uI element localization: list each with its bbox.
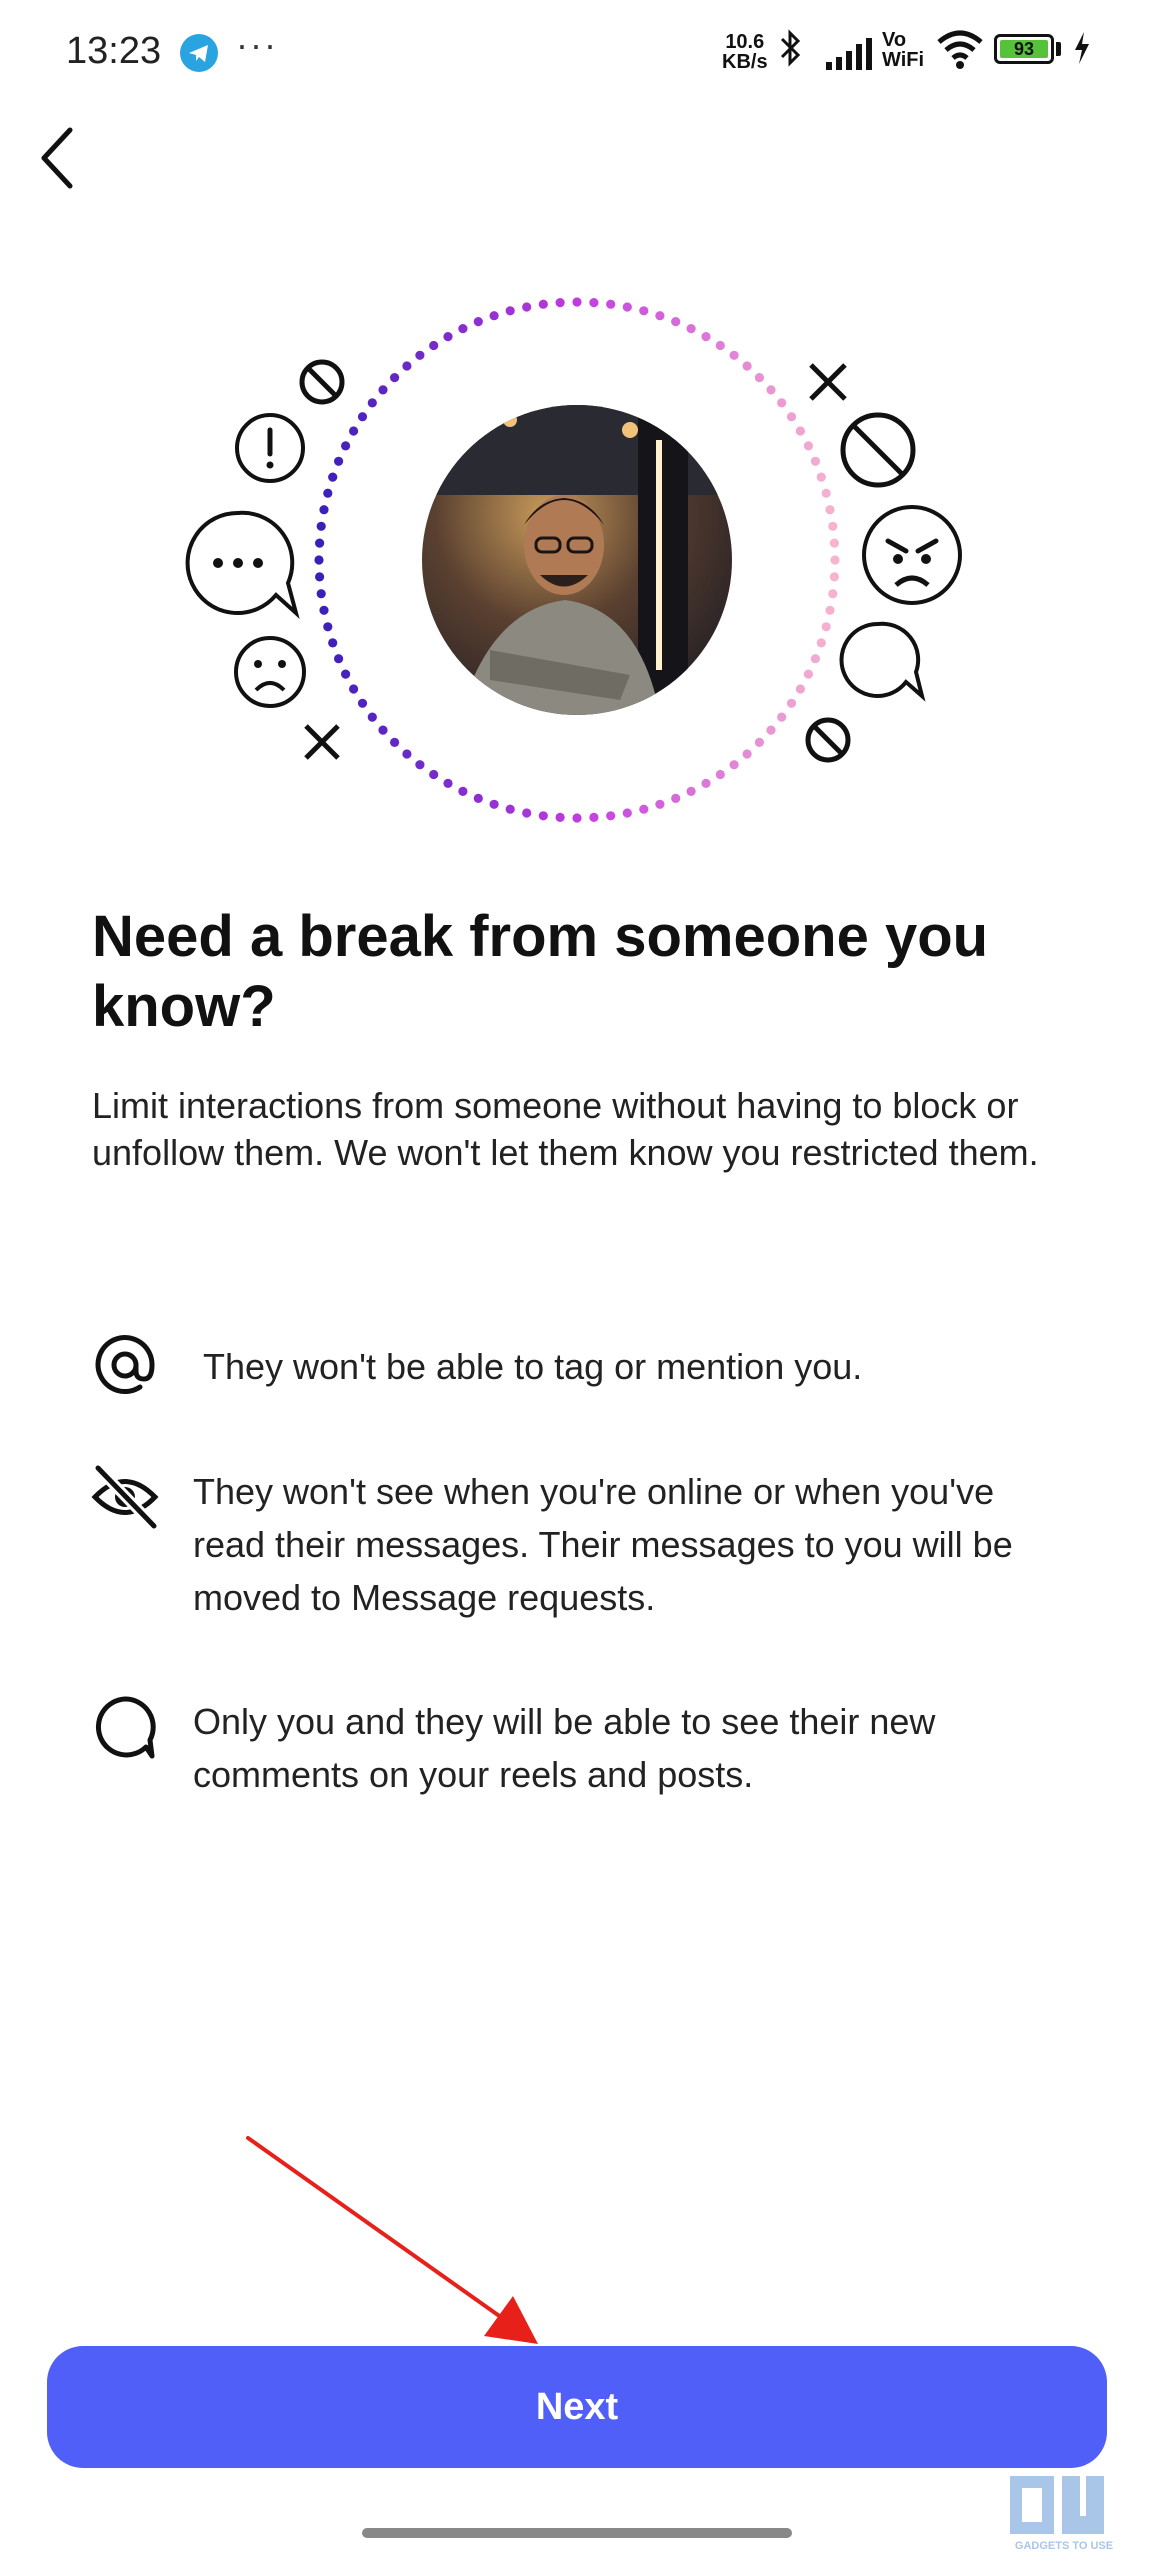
chevron-left-icon	[30, 118, 90, 198]
ring-dot	[349, 426, 358, 435]
ring-dot	[743, 361, 752, 370]
ring-dot	[490, 800, 499, 809]
ring-dot	[390, 738, 399, 747]
next-button[interactable]: Next	[47, 2346, 1107, 2468]
chat-bubble-icon	[842, 624, 922, 696]
ring-dot	[811, 457, 820, 466]
ring-dot	[755, 373, 764, 382]
ring-dot	[314, 555, 323, 564]
ring-dot	[402, 749, 411, 758]
restrict-illustration	[160, 280, 980, 840]
ring-dot	[368, 398, 377, 407]
ring-dot	[358, 699, 367, 708]
telegram-icon	[180, 34, 218, 72]
ring-dot	[429, 770, 438, 779]
ring-dot	[623, 302, 632, 311]
ring-dot	[390, 373, 399, 382]
ring-dot	[458, 787, 467, 796]
ring-dot	[716, 770, 725, 779]
charging-icon	[1072, 30, 1092, 74]
ring-dot	[804, 441, 813, 450]
ring-dot	[804, 670, 813, 679]
ring-dot	[317, 522, 326, 531]
ring-dot	[787, 699, 796, 708]
ring-dot	[328, 638, 337, 647]
ring-dot	[358, 412, 367, 421]
ring-dot	[639, 805, 648, 814]
more-dots-icon: ···	[236, 24, 278, 65]
ring-dot	[415, 351, 424, 360]
ring-dot	[368, 713, 377, 722]
battery-icon	[994, 34, 1054, 64]
ring-dot	[730, 351, 739, 360]
close-icon	[306, 726, 338, 758]
ring-dot	[825, 606, 834, 615]
status-time: 13:23	[66, 30, 162, 72]
ring-dot	[828, 589, 837, 598]
wifi-icon	[935, 28, 985, 75]
ring-dot	[319, 606, 328, 615]
close-icon	[811, 365, 845, 399]
ring-dot	[766, 726, 775, 735]
ring-dot	[328, 473, 337, 482]
ring-dot	[822, 622, 831, 631]
back-button[interactable]	[30, 118, 90, 198]
ring-dot	[556, 813, 565, 822]
ring-dot	[743, 749, 752, 758]
ring-dot	[474, 794, 483, 803]
ring-dot	[341, 670, 350, 679]
network-speed: 10.6 KB/s	[722, 31, 768, 73]
alert-icon	[237, 415, 303, 481]
ring-dot	[522, 808, 531, 817]
watermark-text: GADGETS TO USE	[1014, 2540, 1114, 2552]
ring-dot	[830, 539, 839, 548]
vowifi-indicator: Vo WiFi	[882, 29, 925, 71]
feature-text: They won't see when you're online or when you've read their messages. Their messages to you will be moved to Message requests.	[193, 1471, 1013, 1618]
ring-dot	[796, 426, 805, 435]
ring-dot	[671, 317, 680, 326]
signal-icon	[826, 34, 874, 70]
bluetooth-icon	[776, 28, 806, 77]
ring-dot	[817, 638, 826, 647]
ring-dot	[506, 805, 515, 814]
at-sign-icon	[90, 1330, 160, 1400]
ring-dot	[623, 808, 632, 817]
ring-dot	[755, 738, 764, 747]
ring-dot	[539, 300, 548, 309]
battery-level: 93	[1013, 39, 1035, 59]
ring-dot	[415, 760, 424, 769]
avatar	[422, 405, 732, 715]
ring-dot	[490, 311, 499, 320]
page-title: Need a break from someone you know?	[92, 904, 989, 1039]
eye-off-icon	[90, 1462, 160, 1532]
block-icon	[808, 720, 848, 760]
ring-dot	[323, 489, 332, 498]
ring-dot	[796, 684, 805, 693]
ring-dot	[334, 654, 343, 663]
ring-dot	[830, 555, 839, 564]
ring-dot	[572, 297, 581, 306]
ring-dot	[317, 589, 326, 598]
ring-dot	[319, 505, 328, 514]
battery-tip	[1056, 42, 1061, 56]
ring-dot	[766, 385, 775, 394]
ring-dot	[378, 385, 387, 394]
ring-dot	[315, 572, 324, 581]
ring-dot	[639, 306, 648, 315]
angry-face-icon	[864, 507, 960, 603]
feature-text: They won't be able to tag or mention you.	[203, 1346, 863, 1387]
ring-dot	[787, 412, 796, 421]
ring-dot	[556, 298, 565, 307]
ring-dot	[458, 324, 467, 333]
block-icon	[302, 362, 342, 402]
ring-dot	[687, 787, 696, 796]
ring-dot	[828, 522, 837, 531]
feature-text: Only you and they will be able to see their new comments on your reels and posts.	[193, 1701, 936, 1795]
ring-dot	[522, 302, 531, 311]
comment-icon	[90, 1692, 160, 1762]
ring-dot	[443, 332, 452, 341]
ring-dot	[825, 505, 834, 514]
ring-dot	[402, 361, 411, 370]
ring-dot	[378, 726, 387, 735]
ring-dot	[572, 813, 581, 822]
ring-dot	[606, 811, 615, 820]
ring-dot	[606, 300, 615, 309]
ring-dot	[315, 539, 324, 548]
ring-dot	[830, 572, 839, 581]
ring-dot	[506, 306, 515, 315]
ring-dot	[429, 341, 438, 350]
ring-dot	[687, 324, 696, 333]
block-icon	[843, 415, 913, 485]
ring-dot	[443, 779, 452, 788]
page-description: Limit interactions from someone without having to block or unfollow them. We won't let them know you restricted them.	[92, 1085, 1039, 1173]
ring-dot	[701, 332, 710, 341]
ring-dot	[589, 298, 598, 307]
ring-dot	[341, 441, 350, 450]
ring-dot	[539, 811, 548, 820]
ring-dot	[334, 457, 343, 466]
sad-face-icon	[236, 638, 304, 706]
ring-dot	[655, 311, 664, 320]
ring-dot	[716, 341, 725, 350]
ring-dot	[822, 489, 831, 498]
ring-dot	[777, 398, 786, 407]
ring-dot	[349, 684, 358, 693]
ring-dot	[589, 813, 598, 822]
ring-dot	[671, 794, 680, 803]
chat-bubble-icon	[188, 513, 296, 613]
home-indicator	[362, 2528, 792, 2538]
watermark-logo	[1004, 2470, 1124, 2560]
ring-dot	[655, 800, 664, 809]
ring-dot	[811, 654, 820, 663]
ring-dot	[817, 473, 826, 482]
ring-dot	[777, 713, 786, 722]
ring-dot	[701, 779, 710, 788]
ring-dot	[730, 760, 739, 769]
ring-dot	[323, 622, 332, 631]
ring-dot	[474, 317, 483, 326]
